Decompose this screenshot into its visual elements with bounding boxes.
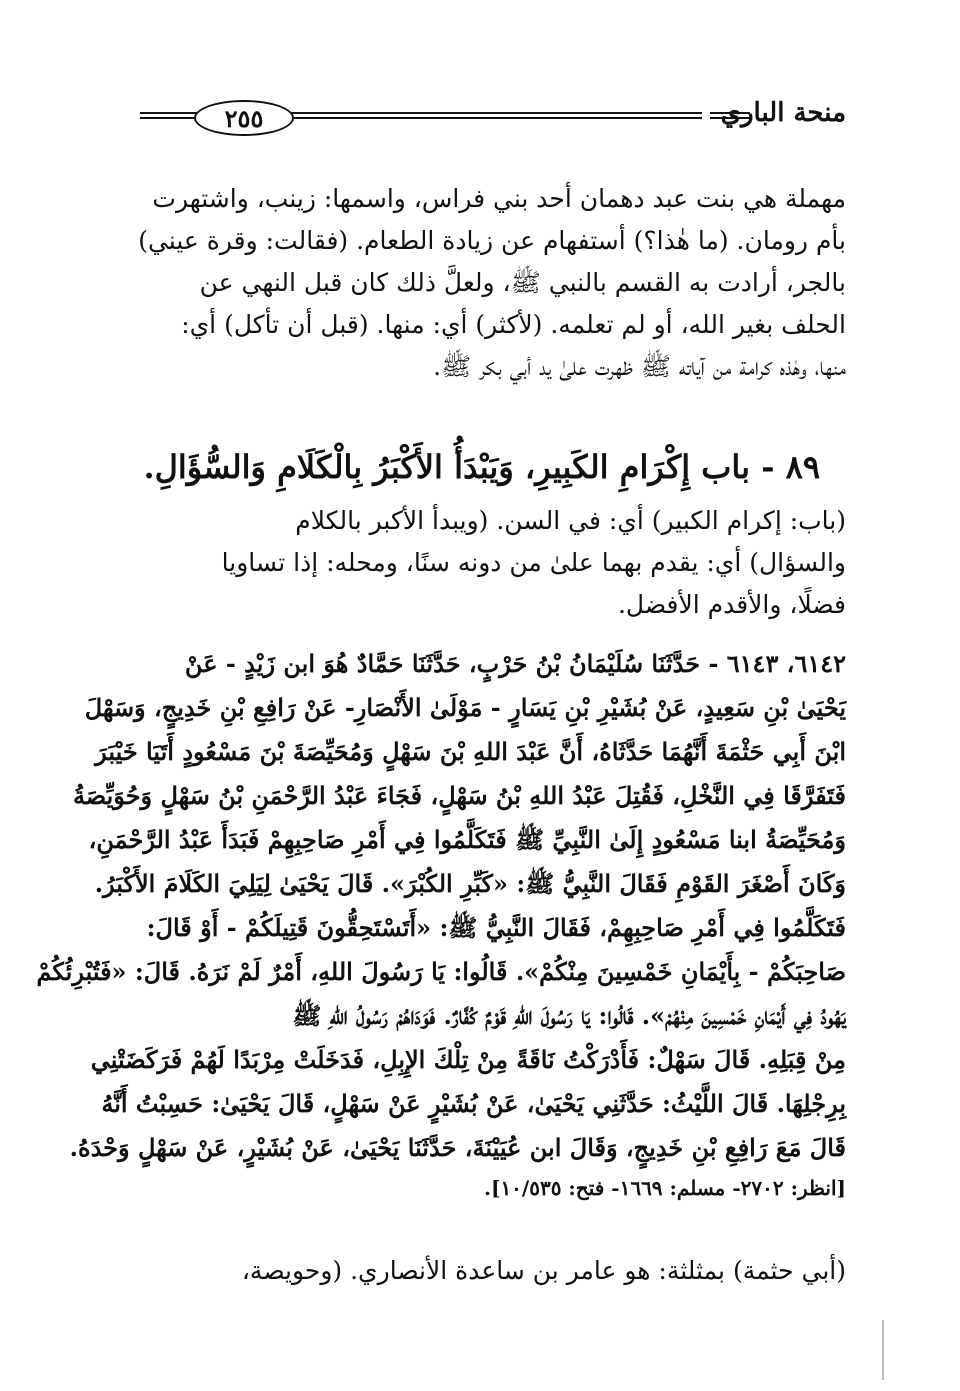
commentary-paragraph-3 [120, 1250, 846, 1292]
hadith-reference: [انظر: ٢٧٠٢- مسلم: ١٦٦٩- فتح: ١٠/٥٣٥]. [484, 1176, 846, 1200]
text-line: بالجر، أرادت به القسم بالنبي ﷺ، ولعلَّ ذلك كان قبل النهي عن [199, 268, 846, 297]
hadith-line: يَحْيَىٰ بْنِ سَعِيدٍ، عَنْ بُشَيْرِ بْنِ يَسَارٍ - مَوْلَىٰ الأَنْصَارِ- عَنْ رَافِعِ بْنِ خَدِيجٍ، وَسَهْلَ [84, 693, 846, 722]
text-line: (أبي حثمة) بمثلثة: هو عامر بن ساعدة الأنصاري. (وحويصة، [241, 1256, 846, 1285]
page-number: ٢٥٥ [224, 103, 264, 133]
text-line: الحلف بغير الله، أو لم تعلمه. (لأكثر) أي: منها. (قبل أن تأكل) أي: [181, 310, 846, 339]
scan-margin-mark [882, 1320, 884, 1380]
hadith-line: فَتَفَرَّقَا فِي النَّخْلِ، فَقُتِلَ عَبْدُ اللهِ بْنُ سَهْلٍ، فَجَاءَ عَبْدُ الرَّحْمَنِ بْنُ سَهْلٍ وَحُوَيِّصَةُ [72, 781, 846, 810]
hadith-line: ٦١٤٢، ٦١٤٣ - حَدَّثَنَا سُلَيْمَانُ بْنُ حَرْبٍ، حَدَّثَنَا حَمَّادٌ هُوَ ابن زَيْدٍ - عَنْ [184, 649, 846, 678]
text-line: فضلًا، والأقدم الأفضل. [617, 590, 846, 619]
hadith-line: يَهُودُ فِي أَيْمَانِ خَمْسِينَ مِنْهُمْ». قَالُوا: يَا رَسُولَ اللهِ قَوْمٌ كُفَّارٌ. فَوَدَاهُمْ رَسُولُ اللهِ ﷺ [292, 1001, 846, 1030]
text-line: (باب: إكرام الكبير) أي: في السن. (ويبدأ الأكبر بالكلام [295, 506, 846, 535]
hadith-line: بِرِجْلِهَا. قَالَ اللَّيْثُ: حَدَّثَنِي يَحْيَىٰ، عَنْ بُشَيْرٍ عَنْ سَهْلٍ، قَالَ يَحْيَىٰ: حَسِبْتُ أَنَّهُ [101, 1089, 846, 1118]
hadith-line: فَتَكَلَّمُوا فِي أَمْرِ صَاحِبِهِمْ، فَقَالَ النَّبِيُّ ﷺ: «أَتَسْتَحِقُّونَ قَتِيلَكُمْ - أَوْ قَالَ: [146, 913, 846, 942]
hadith-line: وَمُحَيِّصَةُ ابنا مَسْعُودٍ إِلَىٰ النَّبِيِّ ﷺ فَتَكَلَّمُوا فِي أَمْرِ صَاحِبِهِمْ فَبَدَأَ عَبْدُ الرَّحْمَنِ، [88, 825, 846, 854]
commentary-paragraph-2 [120, 500, 846, 626]
text-line: منها، وهٰذه كرامة من آياته ﷺ ظهرت علىٰ يد أبي بكر ﷺ. [433, 352, 846, 381]
chapter-heading: ٨٩ - باب إِكْرَامِ الكَبِيرِ، وَيَبْدَأُ الأَكْبَرُ بِالْكَلَامِ وَالسُّؤَالِ. [143, 448, 820, 486]
hadith-line: صَاحِبَكُمْ - بِأَيْمَانِ خَمْسِينَ مِنْكُمْ». قَالُوا: يَا رَسُولَ اللهِ، أَمْرٌ لَمْ نَرَهُ. قَالَ: «فَتُبْرِئُكُمْ [36, 957, 846, 986]
hadith-line: ابْنَ أَبِي حَثْمَةَ أَنَّهُمَا حَدَّثَاهُ، أَنَّ عَبْدَ اللهِ بْنَ سَهْلٍ وَمُحَيِّصَةَ بْنَ مَسْعُودٍ أَتَيَا خَيْبَرَ [95, 737, 846, 766]
page-header [130, 96, 846, 146]
text-line: والسؤال) أي: يقدم بهما علىٰ من دونه سنًا، ومحله: إذا تساويا [221, 548, 846, 577]
page-number-badge [194, 100, 294, 136]
hadith-line: مِنْ قِبَلِهِ. قَالَ سَهْلٌ: فَأَدْرَكْتُ نَاقَةً مِنْ تِلْكَ الإِبِلِ، فَدَخَلَتْ مِرْبَدًا لَهُمْ فَرَكَضَتْنِي [90, 1045, 846, 1074]
text-line: مهملة هي بنت عبد دهمان أحد بني فراس، واسمها: زينب، واشتهرت [152, 184, 846, 213]
header-rule-middle [278, 112, 702, 122]
hadith-line: وَكَانَ أَصْغَرَ القَوْمِ فَقَالَ النَّبِيُّ ﷺ: «كَبِّرِ الكُبْرَ». قَالَ يَحْيَىٰ لِيَلِيَ الكَلَامَ الأَكْبَرُ. [94, 869, 846, 898]
hadith-text [36, 642, 846, 1206]
hadith-line: قَالَ مَعَ رَافِعِ بْنِ خَدِيجٍ، وَقَالَ ابن عُيَيْنَةَ، حَدَّثَنَا يَحْيَىٰ، عَنْ بُشَيْرٍ، عَنْ سَهْلٍ وَحْدَهُ. [69, 1133, 846, 1162]
running-title: منحة الباري [720, 98, 846, 128]
commentary-paragraph-1 [120, 178, 846, 388]
text-line: بأم رومان. (ما هٰذا؟) أستفهام عن زيادة الطعام. (فقالت: وقرة عيني) [138, 226, 846, 255]
